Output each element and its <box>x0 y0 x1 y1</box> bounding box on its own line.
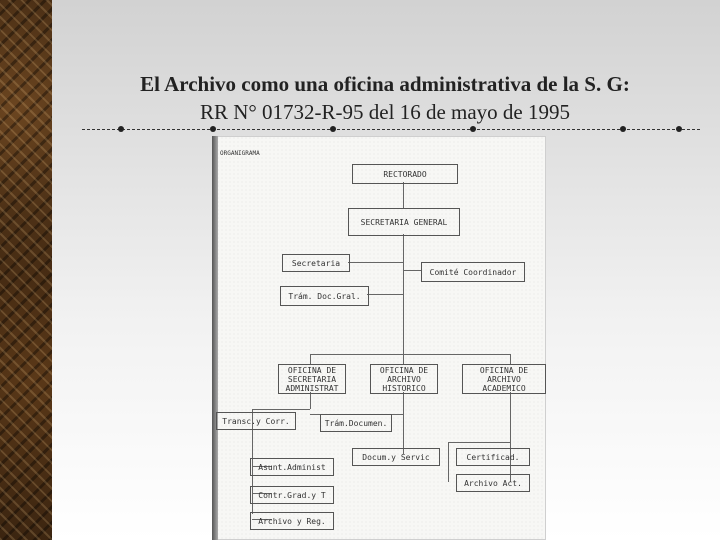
connector <box>403 270 421 271</box>
connector <box>310 354 311 364</box>
decorative-left-border <box>0 0 52 540</box>
box-secretaria: Secretaria <box>282 254 350 272</box>
divider-dot <box>620 126 626 132</box>
connector <box>252 409 310 410</box>
connector <box>448 442 449 482</box>
connector <box>510 354 511 364</box>
box-comite-coordinador: Comité Coordinador <box>421 262 525 282</box>
connector <box>348 262 403 263</box>
box-oficina-archivo-historico: OFICINA DE ARCHIVO HISTORICO <box>370 364 438 394</box>
box-archivo-y-reg: Archivo y Reg. <box>250 512 334 530</box>
box-transc-y-corr: Transc.y Corr. <box>216 412 296 430</box>
connector <box>448 442 510 443</box>
divider-dot <box>676 126 682 132</box>
slide-subtitle: RR N° 01732-R-95 del 16 de mayo de 1995 <box>199 100 571 124</box>
box-contr-grad: Contr.Grad.y T <box>250 486 334 504</box>
box-tram-doc-gral: Trám. Doc.Gral. <box>280 286 369 306</box>
box-archivo-act: Archivo Act. <box>456 474 530 492</box>
organigram-heading: ORGANIGRAMA <box>220 150 260 157</box>
connector <box>403 182 404 208</box>
connector <box>310 392 311 409</box>
title-divider <box>82 129 700 130</box>
organigram-scan <box>212 136 546 540</box>
connector <box>403 392 404 414</box>
box-oficina-secretaria: OFICINA DE SECRETARIA ADMINISTRAT <box>278 364 346 394</box>
box-certificad: Certificad. <box>456 448 530 466</box>
connector <box>310 354 510 355</box>
divider-dot <box>118 126 124 132</box>
divider-dot <box>210 126 216 132</box>
connector <box>403 354 404 364</box>
connector <box>510 392 511 482</box>
box-tram-documen: Trám.Documen. <box>320 414 392 432</box>
box-rectorado: RECTORADO <box>352 164 458 184</box>
box-docum-y-servic: Docum.y Servic <box>352 448 440 466</box>
connector <box>403 234 404 354</box>
slide-title: El Archivo como una oficina administrativa de la S. G: <box>140 72 630 96</box>
box-asunt-administ: Asunt.Administ <box>250 458 334 476</box>
scan-edge <box>212 136 218 540</box>
divider-dot <box>470 126 476 132</box>
box-oficina-archivo-academico: OFICINA DE ARCHIVO ACADEMICO <box>462 364 546 394</box>
connector <box>367 294 403 295</box>
box-secretaria-general: SECRETARIA GENERAL <box>348 208 460 236</box>
divider-dot <box>330 126 336 132</box>
